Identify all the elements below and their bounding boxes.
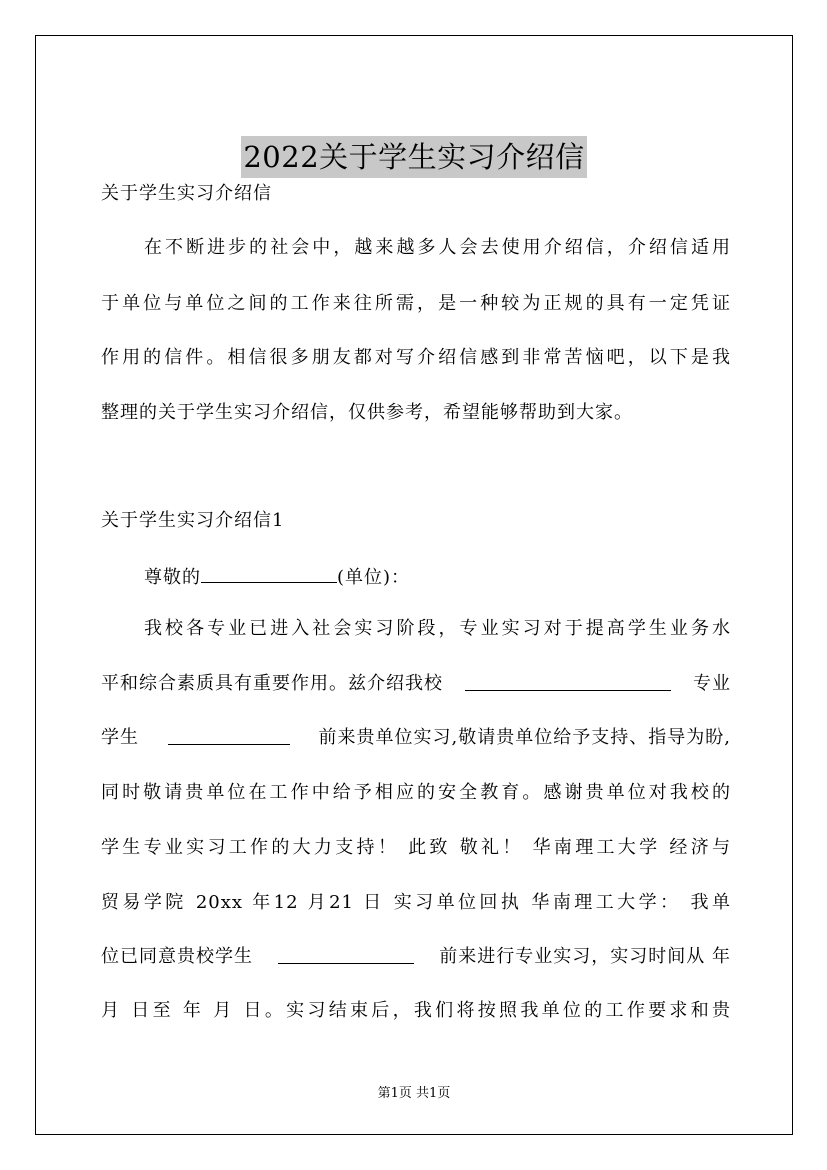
body-line-7-prefix: 位已同意贵校学生 — [101, 946, 253, 967]
body-line-5: 学生专业实习工作的大力支持！ 此致 敬礼！ 华南理工大学 经济与 — [101, 837, 731, 858]
salutation-suffix: (单位)： — [337, 567, 411, 588]
body-line-6: 贸易学院 20xx 年12 月21 日 实习单位回执 华南理工大学： 我单 — [101, 892, 731, 913]
salutation-prefix: 尊敬的 — [144, 567, 201, 588]
page-footer: 第1页 共1页 — [377, 1086, 451, 1101]
major-blank — [465, 672, 671, 691]
intro-line-1: 在不断进步的社会中，越来越多人会去使用介绍信，介绍信适用 — [144, 237, 731, 258]
body-line-1: 我校各专业已进入社会实习阶段，专业实习对于提高学生业务水 — [144, 618, 731, 639]
body-line-3-suffix: 前来贵单位实习,敬请贵单位给予支持、指导为盼, — [318, 727, 731, 748]
intro-line-2: 于单位与单位之间的工作来往所需，是一种较为正规的具有一定凭证 — [101, 293, 731, 314]
body-line-7-suffix: 前来进行专业实习，实习时间从 年 — [439, 946, 731, 967]
title-wrap — [36, 136, 792, 178]
subtitle: 关于学生实习介绍信 — [101, 183, 272, 204]
body-line-2-suffix: 专业 — [693, 673, 731, 694]
body-line-2-prefix: 平和综合素质具有重要作用。兹介绍我校 — [101, 673, 443, 694]
student-name-blank — [278, 945, 414, 964]
body-line-4: 同时敬请贵单位在工作中给予相应的安全教育。感谢贵单位对我校的 — [101, 782, 731, 803]
unit-blank — [201, 564, 337, 583]
body-line-3 — [101, 726, 731, 750]
body-line-3-prefix: 学生 — [101, 727, 139, 748]
body-line-8: 月 日至 年 月 日。实习结束后，我们将按照我单位的工作要求和贵 — [101, 1000, 731, 1021]
body-line-2 — [101, 672, 731, 696]
document-title: 2022关于学生实习介绍信 — [241, 136, 586, 178]
intro-line-4: 整理的关于学生实习介绍信，仅供参考，希望能够帮助到大家。 — [101, 402, 633, 423]
student-blank — [168, 726, 290, 745]
intro-line-3: 作用的信件。相信很多朋友都对写介绍信感到非常苦恼吧，以下是我 — [101, 347, 731, 368]
document-page — [35, 35, 793, 1135]
salutation-line — [144, 564, 731, 590]
body-line-7 — [101, 945, 731, 969]
section-title: 关于学生实习介绍信1 — [101, 510, 285, 531]
